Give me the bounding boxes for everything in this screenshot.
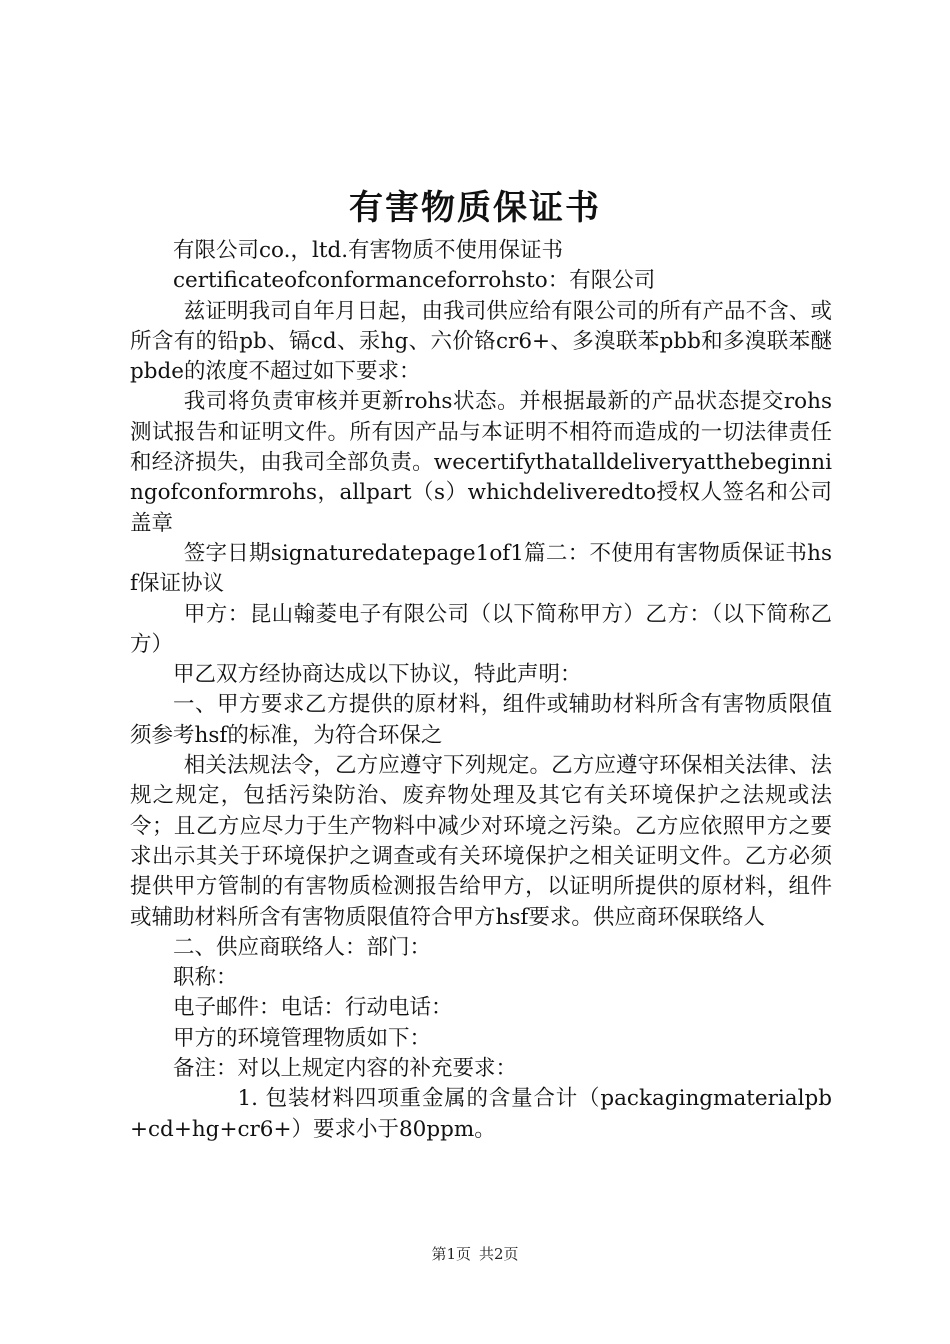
page-number: 第1页 <box>431 1245 471 1263</box>
page-total: 共2页 <box>479 1245 519 1263</box>
paragraph-supplier-contact: 二、供应商联络人：部门： <box>173 934 432 960</box>
paragraph-regulations: 相关法规法令，乙方应遵守下列规定。乙方应遵守环保相关法律、法规之规定，包括污染防治、废弃物处理及其它有关环境保护之法规或法令；且乙方应尽力于生产物料中减少对环境之污染。乙方应依照甲方之要求出示其关于环境保护之调查或有关环境保护之相关证明文件。乙方必须提供甲方管制的有害物质检测报告给甲方，以证明所提供的原材料，组件或辅助材料所含有害物质限值符合甲方hsf要求。供应商环保联络人 <box>130 753 832 930</box>
document-body <box>130 236 832 1145</box>
paragraph-job-title: 职称： <box>173 965 238 991</box>
paragraph-contact-info: 电子邮件：电话：行动电话： <box>173 995 453 1021</box>
paragraph-parties: 甲方：昆山翰菱电子有限公司（以下简称甲方）乙方：（以下简称乙方） <box>130 601 832 657</box>
document-title: 有害物质保证书 <box>349 188 601 228</box>
paragraph-responsibility: 我司将负责审核并更新rohs状态。并根据最新的产品状态提交rohs测试报告和证明文件。所有因产品与本证明不相符而造成的一切法律责任和经济损失，由我司全部负责。wecertifythatalldeliveryatthebeginningofconformrohs，allpart（s）whichdeliveredto授权人签名和公司盖章 <box>130 389 832 536</box>
paragraph-clause-one: 一、甲方要求乙方提供的原材料，组件或辅助材料所含有害物质限值须参考hsf的标准，为符合环保之 <box>130 692 832 748</box>
paragraph-declaration: 兹证明我司自年月日起，由我司供应给有限公司的所有产品不含、或所含有的铅pb、镉cd、汞hg、六价铬cr6+、多溴联苯pbb和多溴联苯醚pbde的浓度不超过如下要求： <box>130 298 832 385</box>
paragraph-requirement-one: 1. 包装材料四项重金属的含量合计（packagingmaterialpb+cd+hg+cr6+）要求小于80ppm。 <box>130 1086 832 1142</box>
paragraph-remarks: 备注：对以上规定内容的补充要求： <box>173 1056 518 1082</box>
paragraph-managed-substances: 甲方的环境管理物质如下： <box>173 1025 432 1051</box>
paragraph-signature-date: 签字日期signaturedatepage1of1篇二：不使用有害物质保证书hsf保证协议 <box>130 540 832 597</box>
paragraph-company-header: 有限公司co.，ltd.有害物质不使用保证书 <box>173 238 564 263</box>
paragraph-agreement-intro: 甲乙双方经协商达成以下协议，特此声明： <box>173 662 582 688</box>
paragraph-certificate-to: certificateofconformanceforrohsto：有限公司 <box>173 268 656 294</box>
page-footer <box>0 1244 950 1264</box>
